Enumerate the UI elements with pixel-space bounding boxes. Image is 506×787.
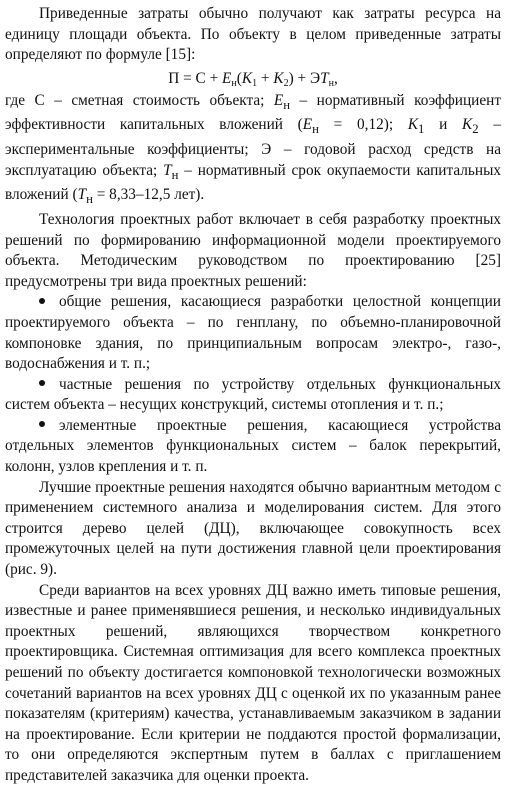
text-run: – экспериментальные коэффициенты; Э – годовой расход средств на эксплуатацию объекта; (5, 116, 501, 179)
bullet-item-elemental (5, 416, 501, 478)
text-run: где С – сметная стоимость объекта; (5, 91, 274, 109)
symbol-e: E (302, 116, 313, 134)
bullet-text: элементные проектные решения, касающиеся устройства отдельных элементов функциональных систем – балок перекрытий, колонн, узлов крепления и т. п. (5, 416, 501, 476)
formula-lhs: П (168, 69, 180, 87)
formula-paren-open: ( (236, 69, 242, 87)
text-run: – нормативный срок окупаемости капитальных вложений ( (5, 161, 501, 204)
bullet-icon (39, 380, 45, 386)
symbol-sub: н (283, 97, 291, 112)
paragraph-best-solutions: Лучшие проектные решения находятся обычно вариантным методом с применением системного анализа и моделирования систем. Для этого строится дерево целей (ДЦ), включающее совокупность всех промежуточных целей на пути достижения главной цели проектирования (рис. 9). (5, 478, 501, 579)
symbol-t: T (163, 161, 172, 179)
formula-k1-sub: 1 (252, 77, 258, 89)
formula-k1: K (241, 69, 253, 87)
bullet-icon (39, 421, 45, 427)
text-run: – нормативный коэффициент эффективности капитальных вложений ( (5, 91, 501, 134)
bullet-icon (39, 298, 45, 304)
text-run: = 8,33–12,5 лет). (92, 186, 205, 204)
paragraph-where (5, 91, 501, 210)
formula-plus: + (260, 69, 270, 87)
formula-k2: K (273, 69, 284, 87)
paragraph-technology: Технология проектных работ включает в себя разработку проектных решений по формированию информационной модели проектируемого объекта. Методическим руководством по проектированию [25] предусмотрены три вида проектных решений: (5, 210, 501, 290)
formula-plus: + (297, 69, 307, 87)
bullet-item-particular (5, 375, 501, 416)
text-run: = 0,12); (318, 116, 408, 134)
formula-t-sub: н (328, 77, 334, 89)
symbol-k1: K (407, 116, 419, 134)
formula-k2-sub: 2 (283, 77, 289, 89)
formula-paren-close: ) (288, 69, 294, 87)
formula-t: T (320, 69, 329, 87)
paragraph-variants: Среди вариантов на всех уровнях ДЦ важно иметь типовые решения, известные и ранее применявшиеся решения, и несколько индивидуальных проектных решений, являющихся творчеством конкретного проектировщика. Системная оптимизация для всего комплекса проектных решений по объекту достигается компоновкой технологически возможных сочетаний вариантов на всех уровнях ДЦ с оценкой их по указанным ранее показателям (критериям) качества, устанавливаемым заказчиком в задании на проектирование. Если критерии не поддаются простой формализации, то они определяются экспертным путем в баллах с приглашением представителей заказчика для оценки проекта. (5, 581, 501, 784)
symbol-t: T (77, 186, 87, 204)
bullet-text: общие решения, касающиеся разработки целостной концепции проектируемого объекта – по генплану, по объемно-планировочной компоновке здания, по принципиальным вопросам электро-, газо-, водоснабжения и т. п.; (5, 293, 501, 373)
formula-comma: , (333, 69, 338, 87)
symbol-sub: 2 (472, 122, 479, 137)
text-run: и (424, 116, 463, 134)
paragraph-intro: Приведенные затраты обычно получают как затраты ресурса на единицу площади объекта. По объекту в целом приведенные затраты определяют по формуле [15]: (5, 5, 501, 64)
bullet-text: частные решения по устройству отдельных функциональных систем объекта – несущих конструкций, системы отопления и т. п.; (5, 375, 501, 414)
formula-e-cost: Э (309, 69, 321, 87)
symbol-sub: н (171, 167, 179, 182)
symbol-sub: 1 (418, 122, 425, 137)
formula-e-sub: н (231, 77, 237, 89)
formula-e: E (222, 69, 232, 87)
formula-c: С (195, 69, 206, 87)
symbol-k2: K (462, 116, 473, 134)
formula-plus: + (209, 69, 219, 87)
symbol-sub: н (312, 122, 319, 137)
symbol-sub: н (86, 192, 93, 207)
formula (5, 68, 501, 90)
formula-eq: = (183, 69, 192, 87)
symbol-e: E (273, 91, 284, 109)
bullet-item-general (5, 292, 501, 374)
